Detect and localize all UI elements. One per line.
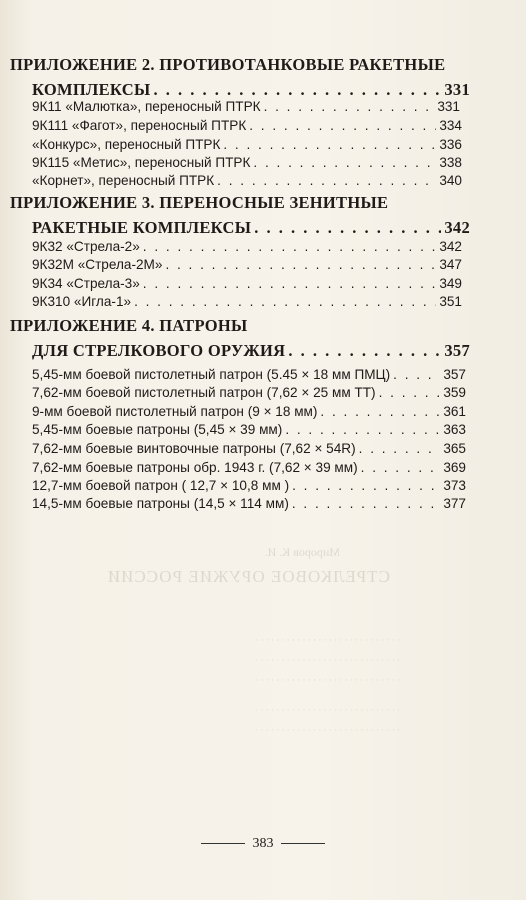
footer-rule-right [281, 843, 325, 844]
footer-rule-left [201, 843, 245, 844]
toc-entry[interactable] [32, 421, 466, 438]
leader-dots [217, 172, 436, 189]
toc-entry-label: 9К32М «Стрела-2М» [32, 257, 163, 272]
section-page-number: 331 [444, 80, 470, 99]
toc-entry[interactable] [32, 136, 462, 153]
page-footer [0, 836, 526, 852]
toc-entry-label: 9К111 «Фагот», переносный ПТРК [32, 118, 247, 133]
leader-dots [292, 477, 440, 494]
leader-dots [264, 98, 435, 115]
toc-entry-label: 9К115 «Метис», переносный ПТРК [32, 155, 251, 170]
section-heading-appendix-3[interactable] [10, 193, 470, 237]
leader-dots [165, 256, 436, 273]
toc-entry-page: 347 [439, 257, 462, 272]
toc-entry-page: 361 [443, 404, 466, 419]
page-number: 383 [252, 836, 274, 851]
leader-dots [223, 136, 436, 153]
section-page-number: 342 [444, 218, 470, 237]
toc-entry[interactable] [32, 459, 466, 476]
section-heading-line1: ПРИЛОЖЕНИЕ 2. ПРОТИВОТАНКОВЫЕ РАКЕТНЫЕ [10, 55, 446, 74]
toc-entry-page: 349 [439, 276, 462, 291]
leader-dots [134, 293, 436, 310]
toc-entry[interactable] [32, 98, 460, 115]
toc-entry-page: 373 [443, 478, 466, 493]
section-heading-text: РАКЕТНЫЕ КОМПЛЕКСЫ [32, 218, 252, 237]
toc-entry[interactable] [32, 366, 466, 383]
leader-dots [393, 366, 440, 383]
toc-entry[interactable] [32, 117, 462, 134]
section-heading-line1: ПРИЛОЖЕНИЕ 4. ПАТРОНЫ [10, 316, 248, 335]
toc-entry[interactable] [32, 238, 462, 255]
leader-dots [361, 459, 441, 476]
toc-entry-label: 14,5-мм боевые патроны (14,5 × 114 мм) [32, 496, 289, 511]
leader-dots [253, 154, 436, 171]
leader-dots [379, 384, 441, 401]
toc-entry-label: 9К310 «Игла-1» [32, 294, 132, 309]
toc-entry-label: «Конкурс», переносный ПТРК [32, 137, 221, 152]
toc-entry[interactable] [32, 275, 462, 292]
section-heading-appendix-2[interactable] [10, 55, 470, 99]
toc-entry-label: 9К34 «Стрела-3» [32, 276, 140, 291]
section-heading-line2 [32, 341, 470, 361]
toc-entry-page: 357 [443, 367, 466, 382]
toc-entry-page: 363 [443, 422, 466, 437]
leader-dots [359, 440, 441, 457]
toc-entry-label: 9-мм боевой пистолетный патрон (9 × 18 мм) [32, 404, 318, 419]
toc-entry[interactable] [32, 403, 466, 420]
leader-dots [143, 275, 437, 292]
toc-entry-page: 340 [439, 173, 462, 188]
section-heading-text: ДЛЯ СТРЕЛКОВОГО ОРУЖИЯ [32, 341, 286, 360]
toc-entry-page: 336 [439, 137, 462, 152]
leader-dots [285, 421, 440, 438]
leader-dots [254, 218, 441, 238]
section-heading-line2 [32, 218, 470, 238]
toc-entry-label: 7,62-мм боевой пистолетный патрон (7,62 × 25 мм ТТ) [32, 385, 376, 400]
toc-entry-page: 377 [443, 496, 466, 511]
toc-entry[interactable] [32, 154, 462, 171]
toc-entry-label: 12,7-мм боевой патрон ( 12,7 × 10,8 мм ) [32, 478, 290, 493]
toc-entry-label: 7,62-мм боевые патроны обр. 1943 г. (7,62 × 39 мм) [32, 460, 358, 475]
section-heading-line2 [32, 80, 470, 100]
toc-entry-page: 342 [439, 239, 462, 254]
toc-entry-label: «Корнет», переносный ПТРК [32, 173, 215, 188]
toc-entry-page: 351 [439, 294, 462, 309]
leader-dots [143, 238, 437, 255]
leader-dots [292, 495, 440, 512]
toc-entry-page: 365 [443, 441, 466, 456]
toc-entry-label: 9К11 «Малютка», переносный ПТРК [32, 99, 261, 114]
toc-entry-page: 369 [443, 460, 466, 475]
toc-entry[interactable] [32, 384, 466, 401]
toc-entry[interactable] [32, 293, 462, 310]
leader-dots [249, 117, 436, 134]
toc-entry[interactable] [32, 477, 466, 494]
toc-entry-page: 331 [437, 99, 460, 114]
section-heading-text: КОМПЛЕКСЫ [32, 80, 151, 99]
section-heading-appendix-4[interactable] [10, 316, 470, 360]
bleed-through-text: Мироров К. И. СТРЕЛКОВОЕ ОРУЖИЕ РОССИИ · · · · · · · · · · · · · · · · · · · · · · · · · · · · · · · · · · · · · · · · · · · · · · · · · · · · · · · · · · · · · · · · · · · · · · · · · · · · · · · · · · · · · · · · · · · · · · · · · · · · · · · · · · · · · · · · · · · · · · · · · · · · · · · · · · · · · · · · · · · · [106, 545, 400, 735]
toc-entry-label: 7,62-мм боевые винтовочные патроны (7,62 × 54R) [32, 441, 356, 456]
leader-dots [320, 403, 440, 420]
toc-entry[interactable] [32, 440, 466, 457]
toc-entry[interactable] [32, 256, 462, 273]
toc-entry-page: 334 [439, 118, 462, 133]
toc-entry-label: 9К32 «Стрела-2» [32, 239, 140, 254]
toc-entry[interactable] [32, 495, 466, 512]
leader-dots [153, 80, 441, 100]
toc-entry-page: 359 [443, 385, 466, 400]
toc-entry-label: 5,45-мм боевой пистолетный патрон (5.45 × 18 мм ПМЦ) [32, 367, 391, 382]
section-heading-line1: ПРИЛОЖЕНИЕ 3. ПЕРЕНОСНЫЕ ЗЕНИТНЫЕ [10, 193, 389, 212]
leader-dots [288, 341, 441, 361]
toc-entry-label: 5,45-мм боевые патроны (5,45 × 39 мм) [32, 422, 283, 437]
toc-entry[interactable] [32, 172, 462, 189]
toc-entry-page: 338 [439, 155, 462, 170]
section-page-number: 357 [444, 341, 470, 360]
